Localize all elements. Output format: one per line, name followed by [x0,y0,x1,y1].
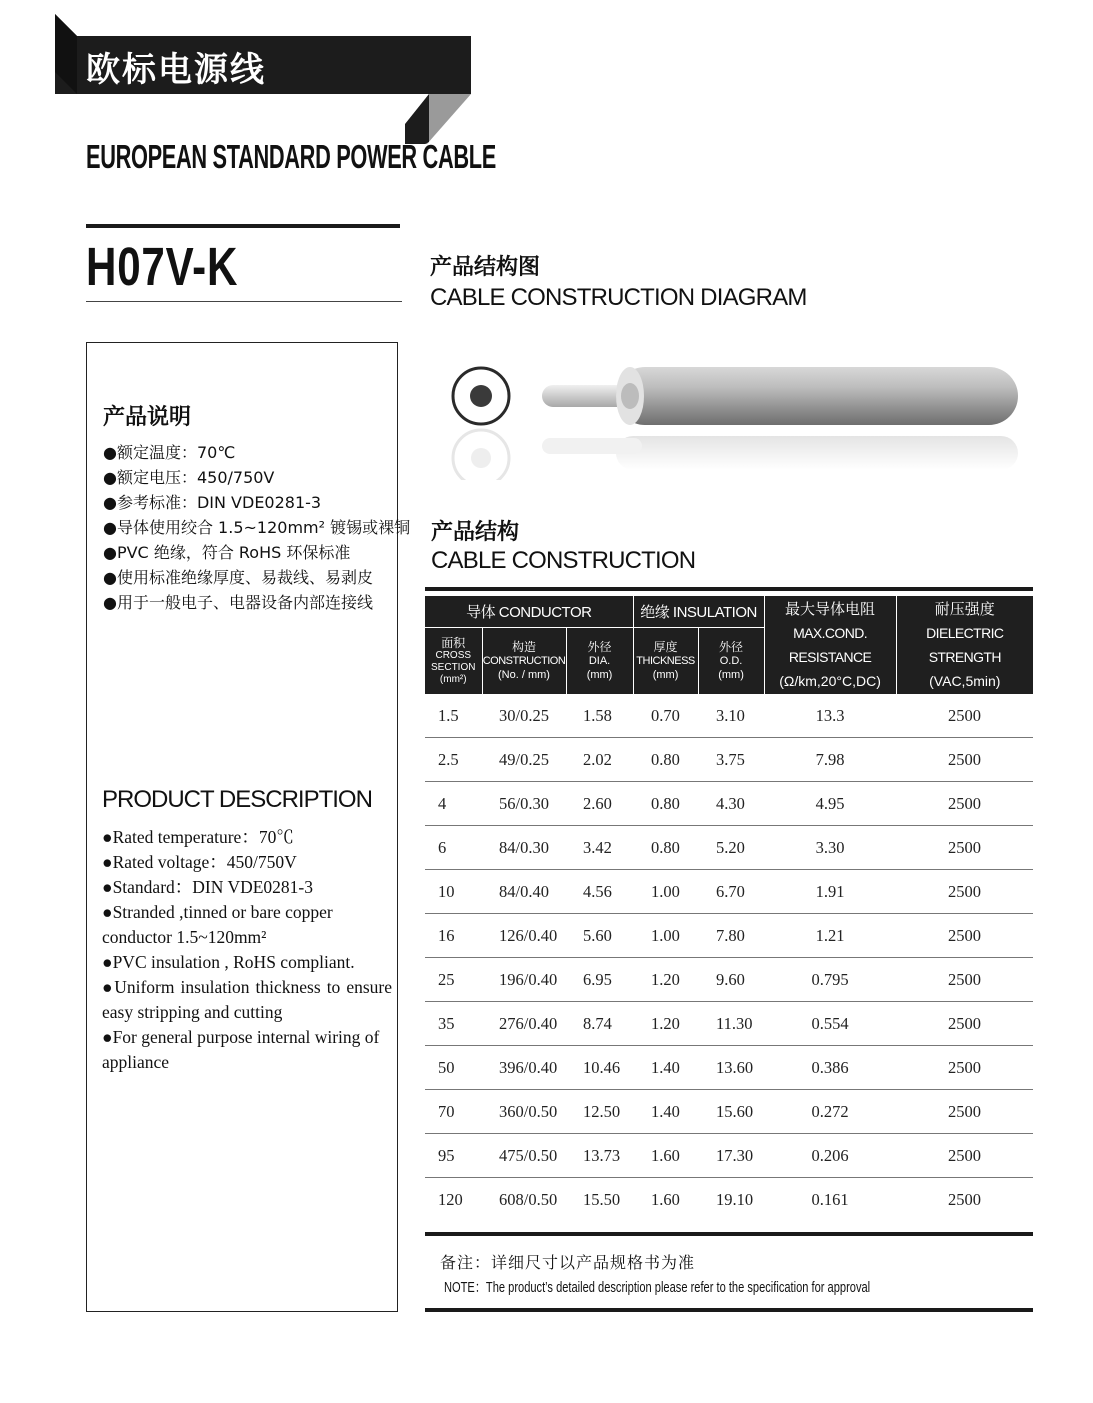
table-cell: 360/0.50 [482,1090,566,1134]
table-cell: 2500 [896,870,1033,914]
table-cell: 8.74 [566,1002,633,1046]
table-cell: 6 [425,826,482,870]
table-cell: 0.795 [764,958,896,1002]
header-section-en2: SECTION [431,662,476,673]
header-construction [482,628,566,695]
header-resistance-cn: 最大导体电阻 [785,600,876,618]
table-cell: 17.30 [698,1134,764,1178]
table-cell: 126/0.40 [482,914,566,958]
list-item: ●使用标准绝缘厚度、易裁线、易剥皮 [103,568,373,587]
header-thickness [633,628,698,695]
table-cell: 84/0.30 [482,826,566,870]
header-strength [896,596,1033,694]
description-title-en: PRODUCT DESCRIPTION [102,786,372,813]
header-strength-unit: (VAC,5min) [929,673,1001,689]
description-title-cn: 产品说明 [103,405,192,430]
list-item: ●Uniform insulation thickness to ensure easy stripping and cutting [102,977,392,1022]
note-en: NOTE：The product’s detailed description please refer to the specification for approval [444,1279,871,1296]
description-list-cn [103,440,410,615]
table-cell: 3.10 [698,694,764,738]
header-section [425,628,482,695]
note-cn: 备注：详细尺寸以产品规格书为准 [440,1253,696,1272]
table-cell: 0.272 [764,1090,896,1134]
header-construction-cn: 构造 [511,640,536,654]
header-resistance-en: MAX.COND. RESISTANCE [788,625,872,665]
table-cell: 13.60 [698,1046,764,1090]
table-cell: 1.60 [633,1134,698,1178]
construction-table-wrap [425,596,1033,1221]
table-cell: 2.02 [566,738,633,782]
table-cell: 30/0.25 [482,694,566,738]
table-row [425,870,1033,914]
divider [86,224,400,228]
list-item: ●PVC 绝缘，符合 RoHS 环保标准 [103,543,351,562]
construction-table [425,596,1033,1221]
table-cell: 2500 [896,958,1033,1002]
table-cell: 1.00 [633,870,698,914]
header-resistance [764,596,896,694]
list-item: ●导体使用绞合 1.5~120mm² 镀锡或裸铜 [103,518,411,537]
table-cell: 2.5 [425,738,482,782]
divider [425,587,1033,591]
title-cn: 欧标电源线 [86,50,266,90]
header-od-unit: (mm) [718,669,744,681]
table-cell: 1.60 [651,1189,680,1209]
table-row [425,1178,1033,1222]
table-row [425,1090,1033,1134]
table-cell: 25 [425,958,482,1002]
table-cell: 0.554 [764,1002,896,1046]
table-cell: 2500 [896,1002,1033,1046]
table-body [425,694,1033,1221]
table-cell: 0.161 [811,1189,849,1209]
table-cell: 1.40 [633,1090,698,1134]
table-cell: 56/0.30 [482,782,566,826]
header-section-cn: 面积 [441,636,466,650]
table-row [425,694,1033,738]
header-dia-cn: 外径 [587,640,612,654]
table-cell: 2500 [896,914,1033,958]
model-number: H07V-K [86,237,239,297]
table-cell: 50 [425,1046,482,1090]
table-cell: 0.80 [633,826,698,870]
table-cell: 1.20 [633,958,698,1002]
table-cell: 120 [438,1189,463,1209]
table-cell: 10 [425,870,482,914]
header-construction-unit: (No. / mm) [498,669,550,681]
table-cell: 0.80 [633,738,698,782]
header-section-en: CROSS [435,650,472,661]
table-cell: 0.386 [764,1046,896,1090]
list-item: ●参考标准：DIN VDE0281-3 [103,493,322,512]
table-row [425,1046,1033,1090]
list-item: ●PVC insulation , RoHS compliant. [102,952,355,972]
table-cell: 4.30 [698,782,764,826]
header-strength-cn: 耐压强度 [934,600,995,618]
header-section-unit: (mm²) [439,674,467,685]
cable-side-icon [542,367,1018,470]
table-cell: 2.60 [566,782,633,826]
table-cell: 16 [425,914,482,958]
title-en: EUROPEAN STANDARD POWER CABLE [86,138,496,175]
table-cell: 196/0.40 [482,958,566,1002]
table-cell: 12.50 [566,1090,633,1134]
table-row [425,738,1033,782]
diagram-title-en: CABLE CONSTRUCTION DIAGRAM [430,284,807,311]
table-cell: 1.91 [764,870,896,914]
construction-title-en: CABLE CONSTRUCTION [431,547,696,574]
header-insulation: 绝缘 INSULATION [633,596,764,628]
list-item: ●Stranded ,tinned or bare copper conductor 1.5~120mm² [102,902,333,947]
table-cell: 49/0.25 [482,738,566,782]
table-cell: 7.80 [698,914,764,958]
list-item: ●Standard：DIN VDE0281-3 [102,877,313,897]
table-cell: 35 [425,1002,482,1046]
table-cell: 2500 [896,1134,1033,1178]
header-od-en: O.D. [719,655,743,667]
divider [86,301,402,302]
table-cell: 0.206 [764,1134,896,1178]
header-thickness-cn: 厚度 [653,640,678,654]
table-cell: 1.40 [633,1046,698,1090]
table-cell: 396/0.40 [482,1046,566,1090]
table-row [425,826,1033,870]
table-cell: 1.00 [633,914,698,958]
header-resistance-unit: (Ω/km,20°C,DC) [779,673,881,689]
table-row [425,914,1033,958]
table-cell: 4 [425,782,482,826]
table-cell: 2500 [896,1046,1033,1090]
header-construction-en: CONSTRUCTION [482,655,566,667]
table-cell: 0.70 [633,694,698,738]
divider [425,1308,1033,1312]
table-cell: 1.58 [566,694,633,738]
table-cell: 1.21 [764,914,896,958]
list-item: ●用于一般电子、电器设备内部连接线 [103,593,373,612]
table-cell: 2500 [896,738,1033,782]
table-row [425,1002,1033,1046]
table-cell: 19.10 [716,1189,754,1209]
header-od-cn: 外径 [719,640,744,654]
list-item: ●额定电压：450/750V [103,468,275,487]
header-od [698,628,764,695]
table-cell: 2500 [896,826,1033,870]
table-cell: 2500 [948,1189,982,1209]
divider [425,1232,1033,1236]
table-cell: 6.95 [566,958,633,1002]
header-thickness-unit: (mm) [652,669,679,681]
table-cell: 3.75 [698,738,764,782]
table-cell: 13.73 [566,1134,633,1178]
table-cell: 6.70 [698,870,764,914]
table-cell: 84/0.40 [482,870,566,914]
table-cell: 95 [425,1134,482,1178]
table-cell: 4.95 [764,782,896,826]
cross-section-icon [453,368,509,480]
list-item: ●额定温度：70℃ [103,443,236,462]
table-cell: 15.60 [698,1090,764,1134]
header-conductor: 导体 CONDUCTOR [425,596,633,628]
table-cell: 2500 [896,782,1033,826]
diagram-title-cn: 产品结构图 [430,255,541,280]
table-cell: 4.56 [566,870,633,914]
table-cell: 9.60 [698,958,764,1002]
table-cell: 11.30 [698,1002,764,1046]
table-cell: 5.60 [566,914,633,958]
header-strength-en: DIELECTRIC STRENGTH [926,625,1004,665]
list-item: ●Rated voltage：450/750V [102,852,297,872]
construction-title-cn: 产品结构 [431,520,520,545]
table-cell: 70 [425,1090,482,1134]
list-item: ●For general purpose internal wiring of appliance [102,1027,380,1072]
header-dia-en: DIA. [588,655,611,667]
table-cell: 475/0.50 [482,1134,566,1178]
table-cell: 2500 [896,694,1033,738]
table-row [425,958,1033,1002]
list-item: ●Rated temperature：70℃ [102,827,294,847]
table-cell: 3.30 [764,826,896,870]
table-cell: 2500 [896,1090,1033,1134]
table-cell: 7.98 [764,738,896,782]
table-cell: 5.20 [698,826,764,870]
table-row [425,1134,1033,1178]
table-cell: 13.3 [764,694,896,738]
table-cell: 1.5 [425,694,482,738]
table-cell: 3.42 [566,826,633,870]
table-cell: 10.46 [566,1046,633,1090]
header-thickness-en: THICKNESS [636,655,695,667]
table-row [425,782,1033,826]
cable-diagram [440,350,1040,480]
description-list-en [102,825,392,1075]
table-cell: 0.80 [633,782,698,826]
table-cell: 15.50 [583,1189,621,1209]
table-cell: 608/0.50 [499,1189,558,1209]
table-cell: 276/0.40 [482,1002,566,1046]
header-dia [566,628,633,695]
table-cell: 1.20 [633,1002,698,1046]
header-dia-unit: (mm) [586,669,613,681]
